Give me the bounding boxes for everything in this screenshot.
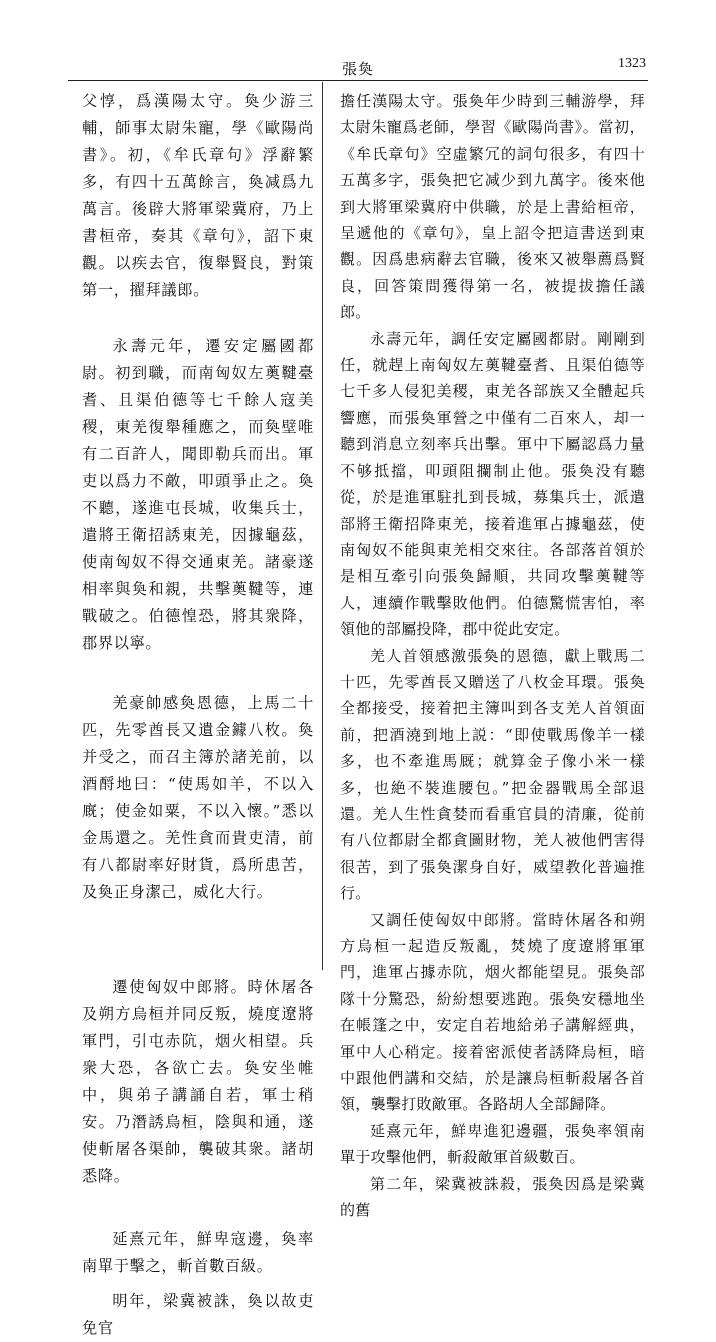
original-paragraph: 父惇，爲漢陽太守。奐少游三輔，師事太尉朱寵，學《歐陽尚書》。初，《牟氏章句》浮辭繁多，有四十五萬餘言，奐减爲九萬言。後辟大將軍梁冀府，乃上書桓帝，奏其《章句》，詔下東觀。以疾去官，復舉賢良，對策第一，擢拜議郎。 <box>82 92 314 299</box>
translation-paragraph: 第二年，梁冀被誅殺，張奐因爲是梁冀的舊 <box>340 1174 645 1220</box>
original-paragraph: 羌豪帥感奐恩德，上馬二十匹，先零酋長又遺金鐻八枚。奐并受之，而召主簿於諸羌前，以酒酹地曰：“使馬如羊，不以入廐；使金如粟，不以入懷。”悉以金馬還之。羌性貪而貴吏清，前有八都尉率好財貨，爲所患苦，及奐正身潔己，威化大行。 <box>82 694 314 901</box>
column-divider <box>322 82 323 970</box>
running-title: 張奐 <box>341 60 374 78</box>
translation-column <box>340 88 645 1223</box>
translation-paragraph: 又調任使匈奴中郎將。當時休屠各和朔方烏桓一起造反叛亂，焚燒了度遼將軍軍門，進軍占據赤阬，烟火都能望見。張奐部隊十分驚恐，紛紛想要逃跑。張奐安穩地坐在帳篷之中，安定自若地給弟子講解經典，軍中人心稍定。接着密派使者誘降烏桓，暗中跟他們講和交結，於是讓烏桓斬殺屠各首領，襲擊打敗敵軍。各路胡人全部歸降。 <box>340 910 645 1114</box>
page-number: 1323 <box>618 56 646 71</box>
original-paragraph: 永壽元年，遷安定屬國都尉。初到職，而南匈奴左薁鞬臺耆、且渠伯德等七千餘人寇美稷，東羌復舉種應之，而奐壁唯有二百許人，聞即勒兵而出。軍吏以爲力不敵，叩頭爭止之。奐不聽，遂進屯長城，收集兵士，遣將王衛招誘東羌，因據龜茲，使南匈奴不得交通東羌。諸豪遂相率與奐和親，共擊薁鞬等，連戰破之。伯德惶恐，將其衆降，郡界以寧。 <box>82 337 314 652</box>
translation-paragraph: 羌人首領感激張奐的恩德，獻上戰馬二十匹，先零酋長又贈送了八枚金耳環。張奐全都接受，接着把主簿叫到各支羌人首領面前，把酒澆到地上説：“即使戰馬像羊一樣多，也不牽進馬厩；就算金子像小米一樣多，也絶不裝進腰包。”把金器戰馬全部退還。羌人生性貪婪而看重官員的清廉，從前有八位都尉全都貪圖財物，羌人被他們害得很苦，到了張奐潔身自好，威望教化普遍推行。 <box>340 646 645 903</box>
original-paragraph: 延熹元年，鮮卑寇邊，奐率南單于擊之，斬首數百級。 <box>82 1230 314 1275</box>
original-text-column <box>82 88 314 1342</box>
original-paragraph: 遷使匈奴中郎將。時休屠各及朔方烏桓并同反叛，燒度遼將軍門，引屯赤阬，烟火相望。兵衆大恐，各欲亡去。奐安坐帷中，與弟子講誦自若，軍士稍安。乃潛誘烏桓，陰與和通，遂使斬屠各渠帥，襲破其衆。諸胡悉降。 <box>82 978 314 1185</box>
header-rule <box>68 80 648 81</box>
original-paragraph: 明年，梁冀被誅，奐以故吏免官 <box>82 1292 314 1337</box>
page-header <box>70 56 646 78</box>
translation-paragraph: 永壽元年，調任安定屬國都尉。剛剛到任，就趕上南匈奴左薁鞬臺耆、且渠伯德等七千多人侵犯美稷，東羌各部族又全體起兵響應，而張奐軍營之中僅有二百來人，却一聽到消息立刻率兵出擊。軍中下屬認爲力量不够抵擋，叩頭阻攔制止他。張奐没有聽從，於是進軍駐扎到長城，募集兵士，派遣部將王衛招降東羌，接着進軍占據龜茲，使南匈奴不能與東羌相交來往。各部落首領於是相互牽引向張奐歸順，共同攻擊薁鞬等人，連續作戰擊敗他們。伯德驚慌害怕，率領他的部屬投降，郡中從此安定。 <box>340 329 645 639</box>
translation-paragraph: 擔任漢陽太守。張奐年少時到三輔游學，拜太尉朱寵爲老師，學習《歐陽尚書》。當初，《牟氏章句》空虛繁冗的詞句很多，有四十五萬多字，張奐把它减少到九萬字。後來他到大將軍梁冀府中供職，於是上書給桓帝，呈遞他的《章句》，皇上詔令把這書送到東觀。因爲患病辭去官職，後來又被舉薦爲賢良，回答策問獲得第一名，被提拔擔任議郎。 <box>340 92 645 322</box>
translation-paragraph: 延熹元年，鮮卑進犯邊疆，張奐率領南單于攻擊他們，斬殺敵軍首級數百。 <box>340 1121 645 1167</box>
